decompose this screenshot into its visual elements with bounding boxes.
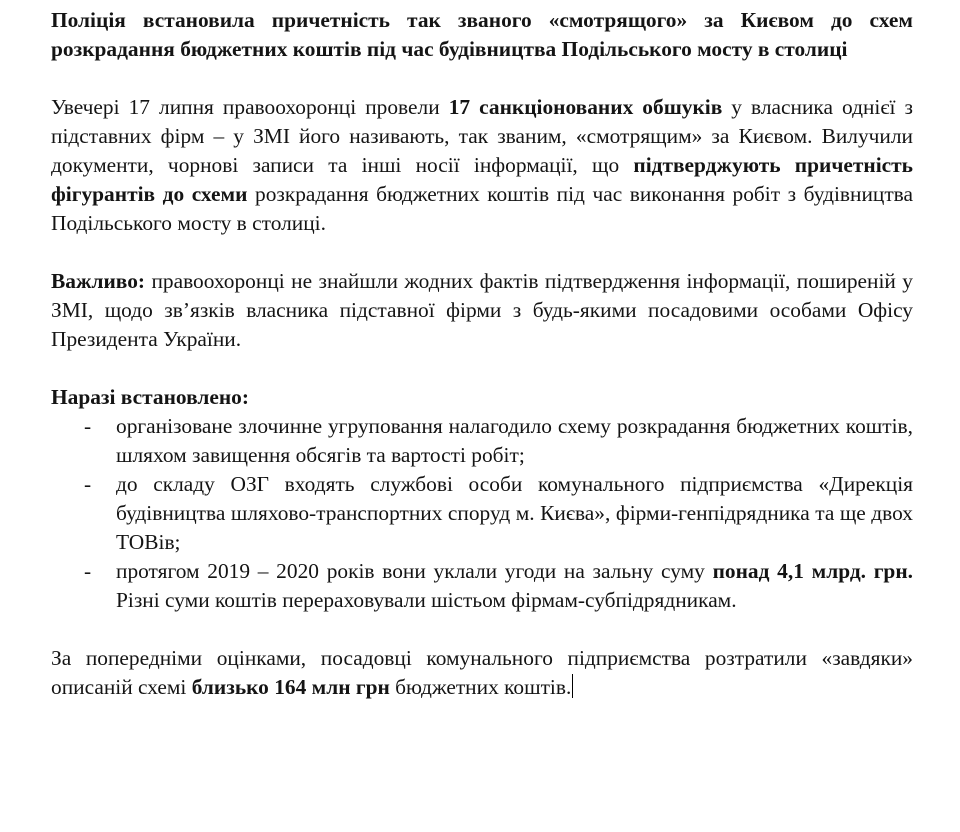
searches-count-bold: 17 санкціонованих обшуків [448,95,723,119]
paragraph-spacer [51,64,913,93]
list-item-text: до складу ОЗГ входять службові особи комунального підприємства «Дирекція будівництва шляхово-транспортних споруд м. Києва», фірми-генпідрядника та ще двох ТОВів; [116,472,913,554]
document-page [51,6,913,702]
list-item-text: протягом 2019 – 2020 років вони уклали угоди на зальну суму [116,559,713,583]
list-item-text: Різні суми коштів перераховували шістьом фірмам-субпідрядникам. [116,588,737,612]
headline: Поліція встановила причетність так званого «смотрящого» за Києвом до схем розкрадання бюджетних коштів під час будівництва Подільського мосту в столиці [51,8,913,61]
list-item-text: організоване злочинне угруповання налагодило схему розкрадання бюджетних коштів, шляхом завищення обсягів та вартості робіт; [116,414,913,467]
list-dash: - [84,472,92,496]
text-cursor [572,674,573,698]
list-dash: - [84,414,92,438]
list-item [51,412,913,470]
searches-text-3: розкрадання бюджетних коштів під час виконання робіт з будівництва Подільського мосту в столиці. [51,182,913,235]
contract-sum-bold: понад 4,1 млрд. грн. [712,559,913,583]
paragraph-spacer [51,615,913,644]
established-list [51,412,913,615]
established-title: Наразі встановлено: [51,385,249,409]
embezzled-sum-bold: близько 164 млн грн [191,675,390,699]
paragraph-spacer [51,354,913,383]
paragraph-conclusion [51,644,913,702]
conclusion-text-1: За попередніми оцінками, посадовці комунального підприємства розтратили «завдяки» описаній схемі [51,646,913,699]
important-text: правоохоронці не знайшли жодних фактів підтвердження інформації, поширеній у ЗМІ, щодо зв’язків власника підставної фірми з будь-якими посадовими особами Офісу Президента України. [51,269,913,351]
searches-text-1: Увечері 17 липня правоохоронці провели [51,95,449,119]
list-item [51,557,913,615]
conclusion-text-2: бюджетних коштів. [389,675,572,699]
important-label: Важливо: [51,269,146,293]
involvement-bold: підтверджують причетність фігурантів до схеми [51,153,913,206]
paragraph-important [51,267,913,354]
list-item [51,470,913,557]
paragraph-spacer [51,238,913,267]
list-dash: - [84,559,92,583]
paragraph-searches [51,93,913,238]
searches-text-2: у власника однієї з підставних фірм – у ЗМІ його називають, так званим, «смотрящим» за Києвом. Вилучили документи, чорнові записи та інші носії інформації, що [51,95,913,177]
